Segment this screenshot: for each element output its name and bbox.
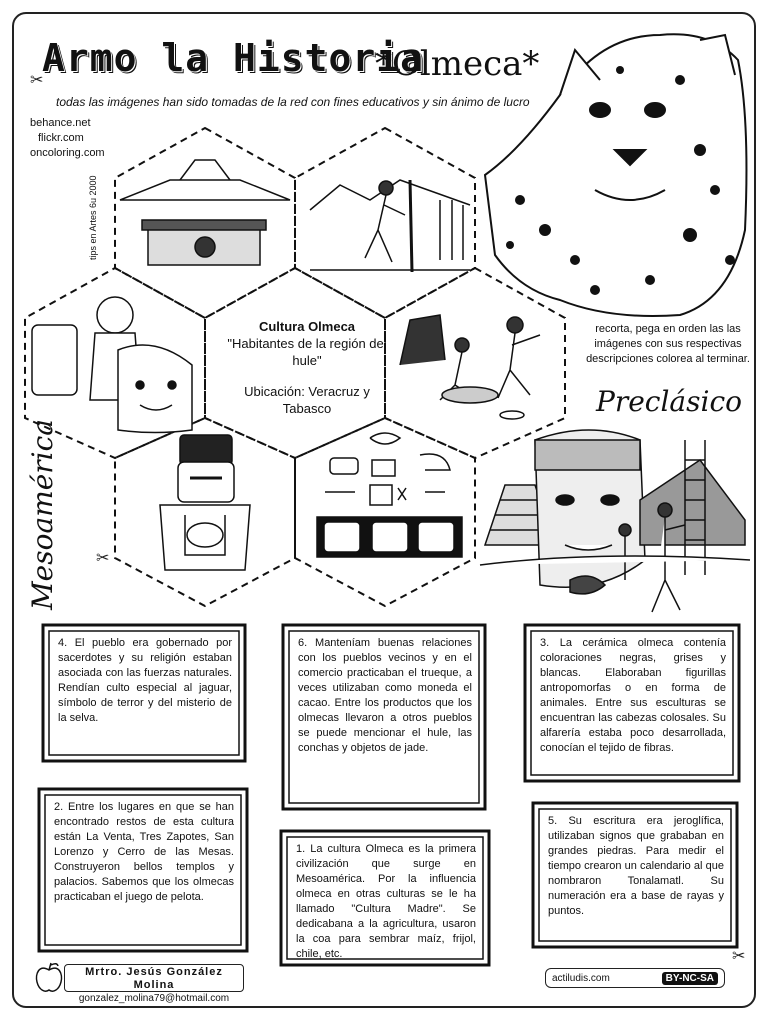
center-hex-text [222, 318, 392, 417]
source-flickr: flickr.com [38, 132, 84, 144]
instructions-text: recorta, pega en orden las las imágenes con sus respectivas descripciones colorea al terminar. [586, 323, 750, 365]
period-label: Preclásico [596, 385, 742, 418]
credits-note: todas las imágenes han sido tomadas de la red con fines educativos y sin ánimo de lucro [56, 95, 530, 109]
card-text: 2. Entre los lugares en que se han encontrado restos de esta cultura están La Venta, Tres Zapotes, San Lorenzo y Cerro de las Mesas. Construyeron bellos templos y palacios. Sabemos que los olmecas practicaban el juego de pelota. [54, 801, 234, 903]
figurines-illustration [32, 297, 192, 433]
cc-license-badge: BY-NC-SA [662, 972, 718, 985]
description-card-2 [36, 786, 250, 954]
source-oncoloring: oncoloring.com [30, 147, 105, 159]
jaguar-illustration [485, 34, 746, 316]
site-label: actiludis.com [552, 972, 610, 984]
author-box [64, 964, 244, 1004]
sculpture-illustration [160, 435, 250, 570]
culture-title: Cultura Olmeca [258, 319, 356, 334]
pyramid-altar-illustration [120, 160, 290, 265]
description-card-5 [530, 800, 740, 950]
colossal-head-illustration [480, 430, 750, 612]
trade-illustration [400, 315, 540, 419]
page-title: Armo la Historia [42, 36, 425, 80]
farmer-illustration [310, 180, 470, 272]
culture-subtitle: "Habitantes de la región del hule" [227, 336, 387, 368]
author-name: Mrtro. Jesús González Molina [85, 966, 223, 991]
scissors-icon: ✂ [96, 550, 110, 567]
source-behance: behance.net [30, 117, 91, 129]
description-card-1 [278, 828, 492, 968]
card-text: 3. La cerámica olmeca contenía coloraciones negras, grises y blancas. Elaboraban figurillas antropomorfas o en forma de animales. Entre sus esculturas se encuentran las cabezas colosales. Su alfarería estaba poco desarrollada, conocían el tejido de fibras. [540, 637, 726, 754]
apple-icon [34, 960, 64, 994]
author-email: gonzalez_molina79@hotmail.com [78, 993, 230, 1004]
description-card-6 [280, 622, 488, 812]
card-text: 6. Manteníam buenas relaciones con los pueblos vecinos y en el comercio practicaban el trueque, a veces utilizaban como moneda el cacao. Entre los productos que los olmecas llevaron a otros pueblos se puede mencionar el hule, las conchas y objetos de jade. [298, 637, 472, 754]
license-box [545, 968, 725, 988]
description-card-3 [522, 622, 742, 784]
card-text: 1. La cultura Olmeca es la primera civilización que surge en Mesoamérica. Por la influencia olmeca en otras culturas se le ha llamado "Cultura Madre". Se dedicabana a la agricultura, usaron la coa para sembrar maíz, frijol, chile, etc. [296, 843, 476, 960]
culture-location: Ubicación: Veracruz y Tabasco [244, 384, 370, 416]
glyphs-illustration [317, 433, 462, 557]
hex-farmer [295, 128, 475, 318]
scissors-icon: ✂ [30, 72, 44, 89]
page-subtitle: *Olmeca* [375, 44, 540, 84]
side-note: tips en Artes 6u 2000 [88, 175, 98, 260]
scissors-icon: ✂ [732, 948, 746, 965]
region-label: Mesoamérica [26, 419, 59, 610]
card-text: 5. Su escritura era jeroglífica, utilizaban signos que grababan en grandes piedras. Para medir el tiempo crearon un calendario al que nombraron Tonalamatl. Su numeración era a base de rayas y puntos. [548, 815, 724, 917]
description-card-4 [40, 622, 248, 764]
card-text: 4. El pueblo era gobernado por sacerdotes y su religión estaban asociada con las fuerzas naturales. Rendían culto especial al jaguar, símbolo de terror y del misterio de la selva. [58, 637, 232, 724]
